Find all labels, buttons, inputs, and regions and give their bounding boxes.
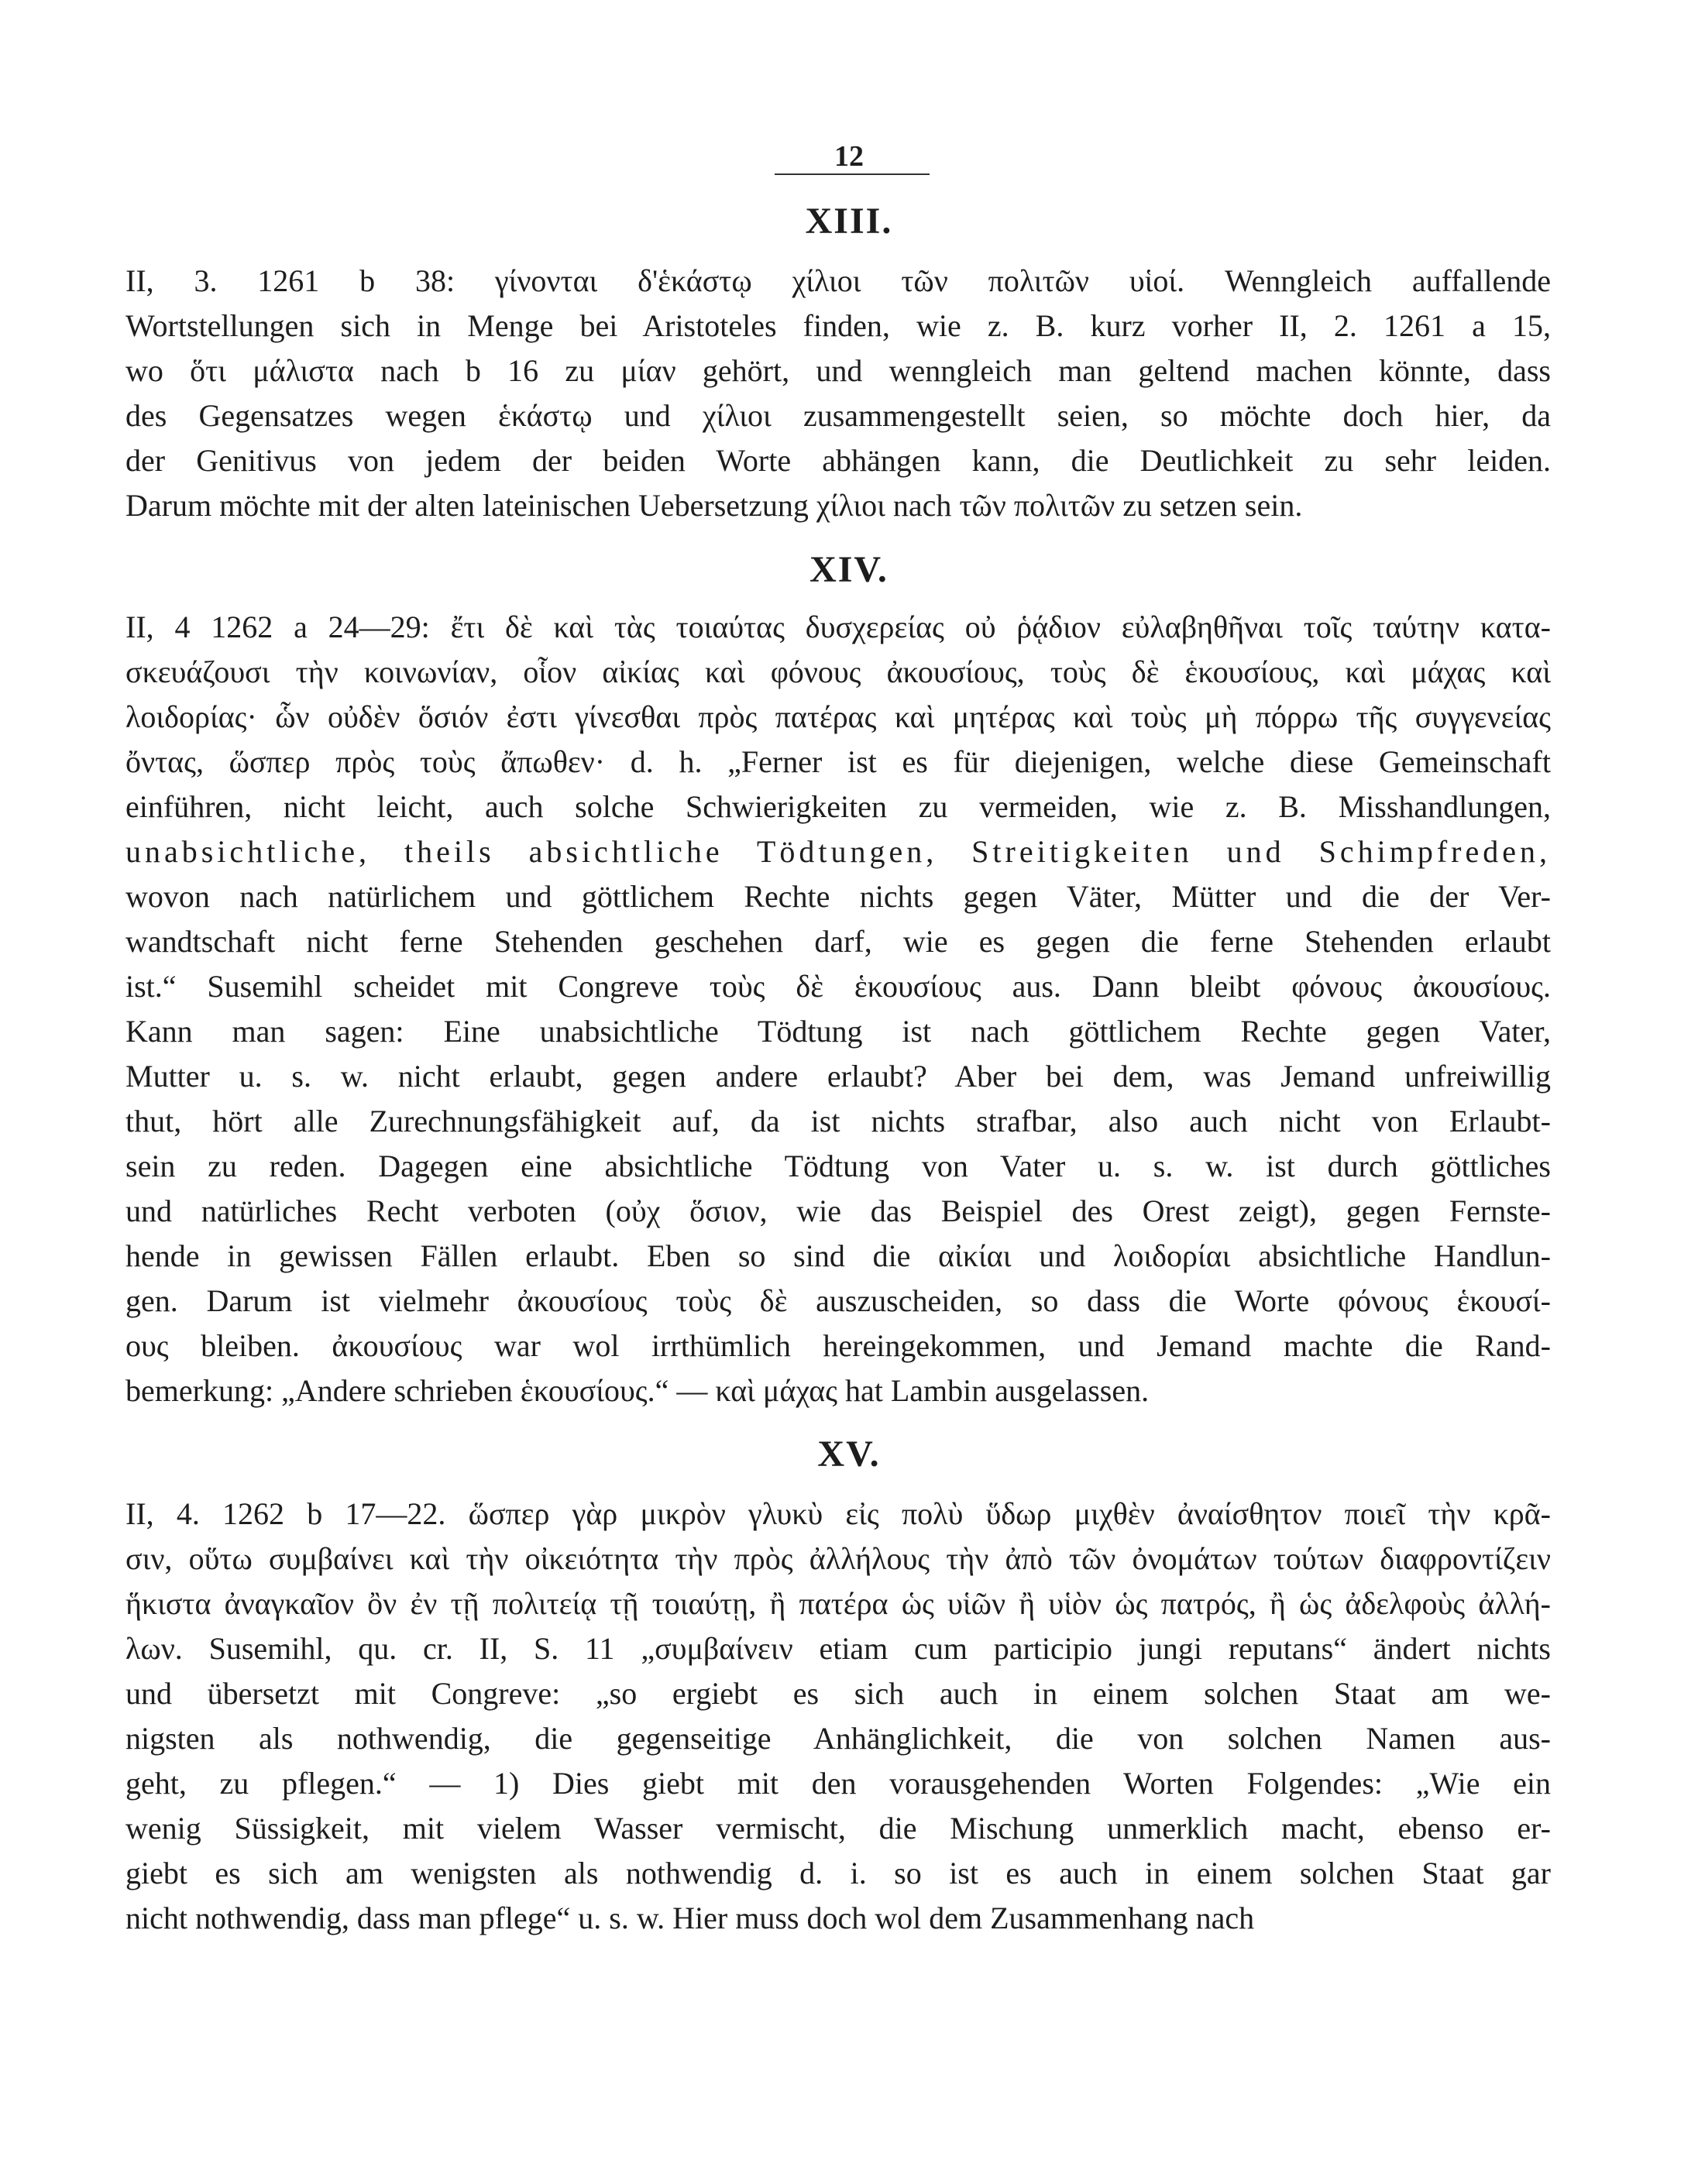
text-line: Kann man sagen: Eine unabsichtliche Tödtung ist nach göttlichem Rechte gegen Vater, [125, 1014, 1551, 1049]
text-line: unabsichtliche, theils absichtliche Tödtungen, Streitigkeiten und Schimpfreden, [125, 834, 1551, 869]
text-line: λοιδορίας· ὧν οὐδὲν ὅσιόν ἐστι γίνεσθαι πρὸς πατέρας καὶ μητέρας καὶ τοὺς μὴ πόρρω τῆς συγγενείας [125, 699, 1551, 734]
text-line: des Gegensatzes wegen ἑκάστῳ und χίλιοι zusammengestellt seien, so möchte doch hier, da [125, 398, 1551, 433]
section-heading-xiv: XIV. [809, 549, 889, 590]
text-line: geht, zu pflegen.“ — 1) Dies giebt mit den vorausgehenden Worten Folgendes: „Wie ein [125, 1766, 1551, 1801]
section-xv-text [125, 1492, 1551, 1941]
text-line: wovon nach natürlichem und göttlichem Rechte nichts gegen Väter, Mütter und die der Ver- [125, 879, 1551, 914]
text-line: Darum möchte mit der alten lateinischen Uebersetzung χίλιοι nach τῶν πολιτῶν zu setzen sein. [125, 488, 1303, 523]
text-line: gen. Darum ist vielmehr ἀκουσίους τοὺς δὲ auszuscheiden, so dass die Worte φόνους ἑκουσί- [125, 1283, 1551, 1318]
text-line: nicht nothwendig, dass man pflege“ u. s. w. Hier muss doch wol dem Zusammenhang nach [125, 1901, 1255, 1935]
text-line: wo ὅτι μάλιστα nach b 16 zu μίαν gehört, und wenngleich man geltend machen könnte, dass [125, 353, 1551, 388]
text-line: Wortstellungen sich in Menge bei Aristoteles finden, wie z. B. kurz vorher II, 2. 1261 a 15, [125, 308, 1551, 343]
text-line: nigsten als nothwendig, die gegenseitige Anhänglichkeit, die von solchen Namen aus- [125, 1721, 1551, 1756]
text-line: sein zu reden. Dagegen eine absichtliche Tödtung von Vater u. s. w. ist durch göttliches [125, 1149, 1551, 1183]
text-line: und übersetzt mit Congreve: „so ergiebt es sich auch in einem solchen Staat am we- [125, 1676, 1551, 1711]
text-line: σκευάζουσι τὴν κοινωνίαν, οἷον αἰκίας καὶ φόνους ἀκουσίους, τοὺς δὲ ἑκουσίους, καὶ μάχας καὶ [125, 654, 1551, 689]
text-line: ἥκιστα ἀναγκαῖον ὂν ἐν τῇ πολιτείᾳ τῇ τοιαύτῃ, ἢ πατέρα ὡς υἱῶν ἢ υἱὸν ὡς πατρός, ἢ ὡς ἀδελφοὺς ἀλλή- [125, 1586, 1551, 1621]
page-number: 12 [834, 140, 864, 173]
section-xiii-text [125, 259, 1551, 528]
text-line: und natürliches Recht verboten (οὐχ ὅσιον, wie das Beispiel des Orest zeigt), gegen Fernste- [125, 1193, 1551, 1228]
text-line: II, 4 1262 a 24—29: ἔτι δὲ καὶ τὰς τοιαύτας δυσχερείας οὐ ῥᾴδιον εὐλαβηθῆναι τοῖς ταύτην κατα- [125, 610, 1551, 644]
text-line: II, 3. 1261 b 38: γίνονται δ'ἑκάστῳ χίλιοι τῶν πολιτῶν υἱοί. Wenngleich auffallende [125, 263, 1551, 298]
text-line: hende in gewissen Fällen erlaubt. Eben so sind die αἰκίαι und λοιδορίαι absichtliche Handlun- [125, 1238, 1551, 1273]
text-line: wandtschaft nicht ferne Stehenden geschehen darf, wie es gegen die ferne Stehenden erlaubt [125, 924, 1551, 959]
text-line: ist.“ Susemihl scheidet mit Congreve τοὺς δὲ ἑκουσίους aus. Dann bleibt φόνους ἀκουσίους. [125, 969, 1551, 1004]
text-line: wenig Süssigkeit, mit vielem Wasser vermischt, die Mischung unmerklich macht, ebenso er- [125, 1811, 1551, 1846]
text-line: giebt es sich am wenigsten als nothwendig d. i. so ist es auch in einem solchen Staat gar [125, 1856, 1551, 1890]
text-line: thut, hört alle Zurechnungsfähigkeit auf, da ist nichts strafbar, also auch nicht von Erlaubt- [125, 1104, 1551, 1138]
page-number-rule [775, 173, 930, 175]
section-heading-xiii: XIII. [805, 201, 893, 242]
text-line: λων. Susemihl, qu. cr. II, S. 11 „συμβαίνειν etiam cum participio jungi reputans“ ändert nichts [125, 1631, 1551, 1666]
text-line: ους bleiben. ἀκουσίους war wol irrthümlich hereingekommen, und Jemand machte die Rand- [125, 1328, 1551, 1363]
section-heading-xv: XV. [817, 1434, 881, 1475]
text-line: einführen, nicht leicht, auch solche Schwierigkeiten zu vermeiden, wie z. B. Misshandlungen, [125, 789, 1551, 824]
text-line: der Genitivus von jedem der beiden Worte abhängen kann, die Deutlichkeit zu sehr leiden. [125, 443, 1551, 478]
text-line: ὄντας, ὥσπερ πρὸς τοὺς ἄπωθεν· d. h. „Ferner ist es für diejenigen, welche diese Gemeinschaft [125, 744, 1551, 779]
text-line: σιν, οὕτω συμβαίνει καὶ τὴν οἰκειότητα τὴν πρὸς ἀλλήλους τὴν ἀπὸ τῶν ὀνομάτων τούτων διαφροντίζειν [125, 1541, 1551, 1576]
section-xiv-text [125, 605, 1551, 1413]
text-line: II, 4. 1262 b 17—22. ὥσπερ γὰρ μικρὸν γλυκὺ εἰς πολὺ ὕδωρ μιχθὲν ἀναίσθητον ποιεῖ τὴν κρᾶ- [125, 1496, 1551, 1531]
text-line: bemerkung: „Andere schrieben ἑκουσίους.“ — καὶ μάχας hat Lambin ausgelassen. [125, 1373, 1150, 1408]
text-line: Mutter u. s. w. nicht erlaubt, gegen andere erlaubt? Aber bei dem, was Jemand unfreiwillig [125, 1059, 1551, 1094]
